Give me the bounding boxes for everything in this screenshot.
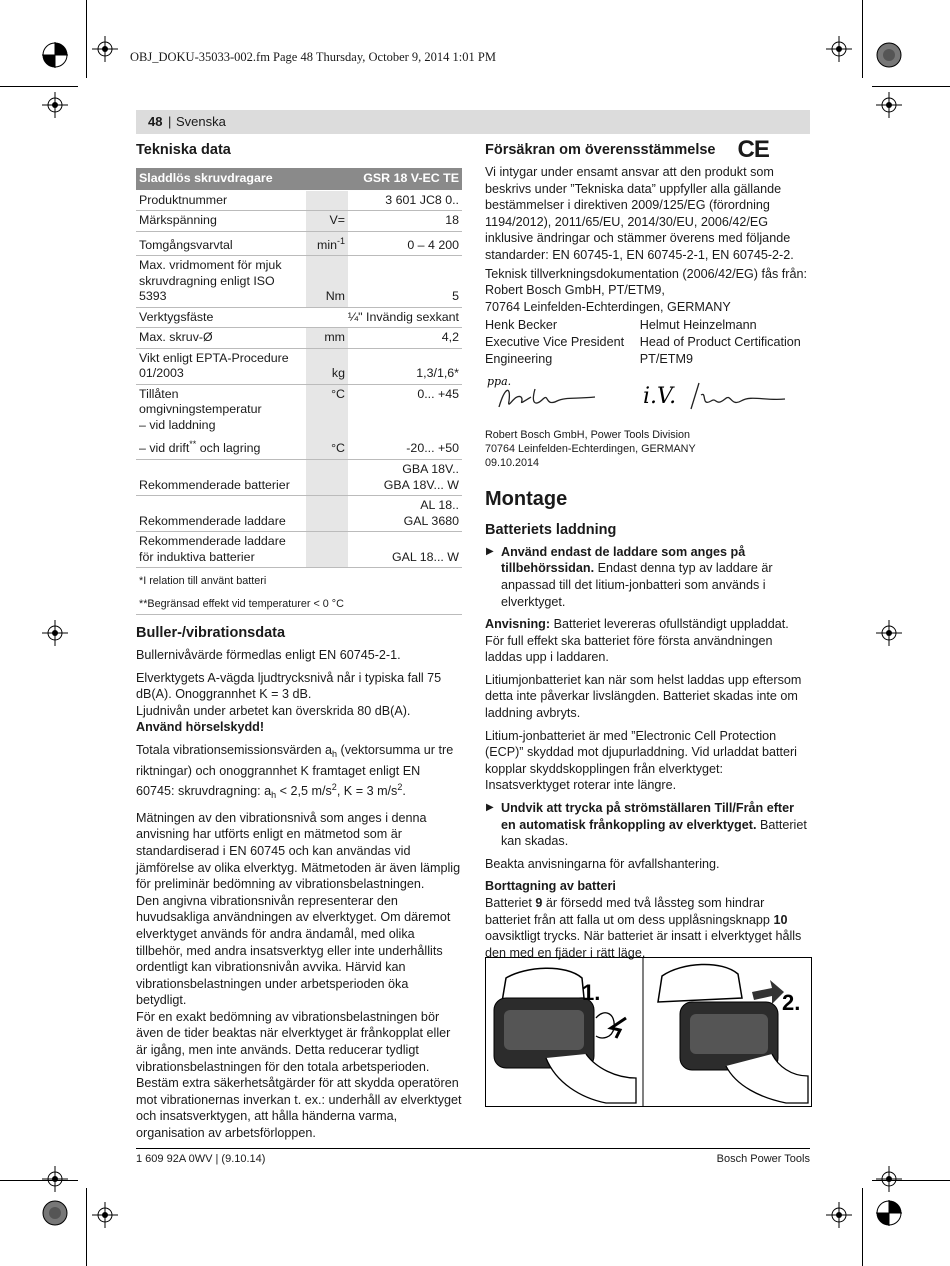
paragraph: Beakta anvisningarna för avfallshantering. [485,856,720,871]
text-run: Endast denna typ av laddare är anpassad till det litium-jonbatteri som används i elverktyget. [501,561,773,609]
row-unit: °C [306,435,348,459]
text-run: < 2,5 m/s [276,784,332,799]
row-unit [306,459,348,496]
signature-iv: i.V. [643,384,677,410]
row-unit [306,231,348,256]
row-value: 4,2 [348,328,462,349]
registration-mark-icon [876,1166,902,1192]
value-line: GAL 3680 [403,513,459,528]
row-unit: Nm [306,256,348,308]
bullet-item [485,800,810,850]
paragraph: Teknisk tillverkningsdokumentation (2006/42/EG) fås från: [485,266,808,281]
page-number: 48 [148,114,163,129]
battery-charging-heading: Batteriets laddning [485,521,617,538]
battery-removal-figure [485,957,812,1107]
temp-drift-suffix: och lagring [196,441,261,455]
right-column [485,136,810,967]
row-label: Märkspänning [136,211,306,232]
table-row [136,307,462,328]
step-label: 1. [582,980,601,1005]
row-value: 18 [348,211,462,232]
paragraph: Ljudnivån under arbetet kan överskrida 80 dB(A). [136,703,411,718]
temp-label: Tillåten omgivningstemperatur [139,386,262,416]
row-value: 3 601 JC8 0.. [348,190,462,211]
table-row [136,532,462,568]
registration-mark-icon [92,36,118,62]
table-row [136,435,462,459]
value-line: GBA 18V... W [383,477,459,492]
hand-icon [546,1054,636,1103]
text-run: oavsiktligt trycks. När batteriet är insatt i elverktyget hålls den med en fjäder i rätt läge. [485,929,802,960]
paragraph: Bestäm extra säkerhetsåtgärder för att skydda operatören mot vibrationernas inverkan t. ex.: underhåll av elverktyget och insatsverktygen, att hålla händerna varma, organisation av arbetsförloppen. [136,1076,462,1141]
table-row [136,496,462,532]
date: 09.10.2014 [485,456,540,469]
battery-grip-icon [504,1010,584,1050]
registration-mark-icon [826,36,852,62]
footnote-marker: ** [189,439,197,449]
unit-text: min [317,237,337,252]
noise-heading: Buller-/vibrationsdata [136,625,286,641]
paragraph [485,895,810,961]
registration-mark-icon [92,1202,118,1228]
paragraph: För en exakt bedömning av vibrationsbelastningen bör även de tider beaktas när elverktyget är frånkopplat eller är igång, men inte används. Detta reducerar tydligt vibrationsbelastningen för den totala arbetsperioden. [136,1009,451,1074]
row-value: 0... +45 [417,386,459,401]
registration-mark-icon [42,92,68,118]
battery-removal-heading: Borttagning av batteri [485,879,616,894]
signer-name: Henk Becker [485,318,558,333]
subscript: h [271,790,277,801]
text-run: Batteriet kan skadas. [501,817,807,849]
paragraph [485,616,810,666]
page-header-separator: | [168,114,172,129]
row-label [136,435,306,459]
paragraph: Litiumjonbatteriet kan när som helst laddas upp eftersom detta inte påverkar livslängden. Batteriet skadas inte om laddning avbryts. [485,672,802,721]
row-label: Max. skruv-Ø [136,328,306,349]
product-model: GSR 18 V-EC TE [348,168,462,190]
row-label: Rekommenderade laddare [136,496,306,532]
tool-body-icon [502,968,584,1002]
table-row [136,256,462,308]
text-run: (vektorsumma ur tre riktningar) och onoggrannhet K framtaget enligt EN 60745: skruvdragning: a [136,742,454,799]
value-line: AL 18.. [420,498,459,512]
row-label: Verktygsfäste [136,307,306,328]
color-bar-icon [42,1200,68,1226]
signers [485,317,810,367]
text-run: Batteriet [485,896,536,910]
tech-table [136,168,462,568]
registration-mark-icon [876,1200,902,1226]
registration-mark-icon [876,92,902,118]
row-unit: mm [306,328,348,349]
hearing-protection-warning: Använd hörselskydd! [136,720,265,735]
registration-mark-icon [42,42,68,68]
row-label: Produktnummer [136,190,306,211]
bold-text: Anvisning: [485,617,551,632]
row-unit [306,190,348,211]
paragraph: Elverktygets A-vägda ljudtrycksnivå når i typiska fall 75 dB(A). Onoggrannhet K = 3 dB. [136,670,442,702]
registration-mark-icon [42,620,68,646]
table-row [136,459,462,496]
signatures-image [485,367,810,423]
product-name: Sladdlös skruvdragare [136,168,348,190]
print-header: OBJ_DOKU-35033-002.fm Page 48 Thursday, October 9, 2014 1:01 PM [130,50,496,64]
row-value: -20... +50 [348,435,462,459]
row-unit: V= [306,211,348,232]
ref-number: 9 [535,896,543,910]
paragraph: Totala vibrationsemissionsvärden $a_h$ (vektorsumma ur tre riktningar) och onoggrannhet K framtaget enligt EN 60745: skruvdragning: $a_h < 2,5$ $m/s^2$, K = 3 $m/s^2$. [136,742,454,801]
page-header-bar [136,110,810,134]
signer-dept: Engineering [485,351,553,366]
registration-mark-icon [876,620,902,646]
superscript: 2 [397,782,403,793]
row-label: Rekommenderade laddare för induktiva batterier [136,532,306,568]
signer-name: Helmut Heinzelmann [639,318,757,333]
slide-arrow-icon [752,980,784,1004]
conformity-heading-row [485,136,810,163]
address-line: Robert Bosch GmbH, Power Tools Division [485,428,691,441]
subscript: h [332,748,338,759]
conformity-heading: Försäkran om överensstämmelse [485,142,716,158]
crop-mark [86,0,87,78]
crop-mark [0,86,78,87]
footer-right: Bosch Power Tools [716,1153,810,1165]
table-header-row [136,168,462,190]
row-value [348,496,462,532]
bold-text: Undvik att trycka på strömställaren Till/Från efter en automatisk frånkoppling av elverktyget. [501,801,795,832]
crop-mark [86,1188,87,1266]
temp-drift-label: – vid drift [139,441,190,455]
row-unit: kg [306,348,348,384]
paragraph: Robert Bosch GmbH, PT/ETM9, [485,283,665,298]
signature-becker [499,389,595,407]
row-label: Max. vridmoment för mjuk skruvdragning enligt ISO 5393 [136,256,306,308]
footnote: **Begränsad effekt vid temperaturer < 0 °C [136,594,462,615]
paragraph: Litium-jonbatteriet är med ”Electronic Cell Protection (ECP)” skyddad mot djupurladdning. Vid urladdat batteri kopplar skyddskopplingen från elverktyget: Insatsverktyget roterar inte längre. [485,728,797,793]
row-label: Tomgångsvarvtal [136,231,306,256]
footer-left: 1 609 92A 0WV | (9.10.14) [136,1153,266,1165]
unit-exponent: -1 [336,235,345,246]
row-label: Rekommenderade batterier [136,459,306,496]
row-unit [306,496,348,532]
battery-removal-illustration [486,958,811,1106]
table-row [136,211,462,232]
page-section: Svenska [176,114,226,129]
left-column [136,140,462,1142]
ce-mark-icon: CE [737,136,769,163]
footer-rule [136,1148,810,1149]
registration-mark-icon [42,1166,68,1192]
bullet-item [485,544,810,610]
signer-title: Head of Product Certification [639,334,801,349]
thumb-icon [596,1013,614,1038]
row-unit: °C [306,384,348,435]
tech-heading: Tekniska data [136,142,231,158]
signature-heinzelmann [691,383,785,409]
temp-charge-label: – vid laddning [139,417,216,432]
value-line: GBA 18V.. [402,462,459,476]
row-value: 0 – 4 200 [348,231,462,256]
text-run: Totala vibrationsemissionsvärden a [136,742,333,757]
row-value: ¼" Invändig sexkant [306,307,462,328]
text-run: , K = 3 m/s [336,784,398,799]
bold-text: Använd endast de laddare som anges på tillbehörssidan. [501,544,746,576]
table-row [136,190,462,211]
registration-mark-icon [826,1202,852,1228]
row-value: GAL 18... W [348,532,462,568]
signer-title: Executive Vice President [485,334,625,349]
row-label: Vikt enligt EPTA-Procedure 01/2003 [136,348,306,384]
text-run: är försedd med två låssteg som hindrar batteriet från att falla ut om dess upplåsningsknapp [485,896,774,927]
step-label: 2. [782,990,801,1015]
table-row [136,231,462,256]
row-label [136,384,306,435]
signer-1 [485,317,640,367]
address-line: 70764 Leinfelden-Echterdingen, GERMANY [485,442,696,455]
crop-mark [872,86,950,87]
row-unit [306,532,348,568]
ref-number: 10 [773,912,788,927]
paragraph: Bullernivåvärde förmedlas enligt EN 60745-2-1. [136,648,401,662]
tool-body-icon [658,964,742,1002]
row-value [348,459,462,496]
crop-mark [862,0,863,78]
paragraph: Den angivna vibrationsnivån representerar den huvudsakliga användningen av elverktyget. Om däremot elverktyget används för andra ändamål, med olika tillbehör, med andra insatsverktyg eller inte underhållits ordentligt kan vibrationsnivån avvika. Härvid kan vibrationsbelastningen under arbetsperioden öka betydligt. [136,893,451,1008]
montage-heading: Montage [485,487,568,510]
signer-dept: PT/ETM9 [639,351,693,366]
row-value: 5 [348,256,462,308]
battery-grip-icon [690,1014,768,1054]
row-value: 1,3/1,6* [348,348,462,384]
crop-mark [862,1188,863,1266]
table-row [136,384,462,435]
table-row [136,328,462,349]
paragraph: Mätningen av den vibrationsnivå som anges i denna anvisning har utförts enligt en mätmetod som är standardiserad i EN 60745 och kan användas vid jämförelse av olika elverktyg. Mätmetoden är även lämplig för preliminär bedömning av vibrationsbelastningen. [136,810,461,892]
paragraph: 70764 Leinfelden-Echterdingen, GERMANY [485,299,731,314]
signer-2 [640,317,810,367]
table-row [136,348,462,384]
footnote: *I relation till använt batteri [139,575,267,587]
text-run: Batteriet levereras ofullständigt uppladdat. För full effekt ska batteriet före första användningen laddas upp i laddaren. [485,617,789,665]
signature-ppa: ppa. [487,375,512,389]
superscript: 2 [331,782,337,793]
paragraph: Vi intygar under ensamt ansvar att den produkt som beskrivs under ”Tekniska data” uppfyller alla gällande bestämmelser i direktiven 2009/125/EG (förordning 1194/2012), 2011/65/EU, 2014/30/EU, 2006/42/EG inklusive ändringar och stämmer överens med följande standarder: EN 60745-1, EN 60745-2-1, EN 60745-2-2. [485,165,794,262]
color-bar-icon [876,42,902,68]
